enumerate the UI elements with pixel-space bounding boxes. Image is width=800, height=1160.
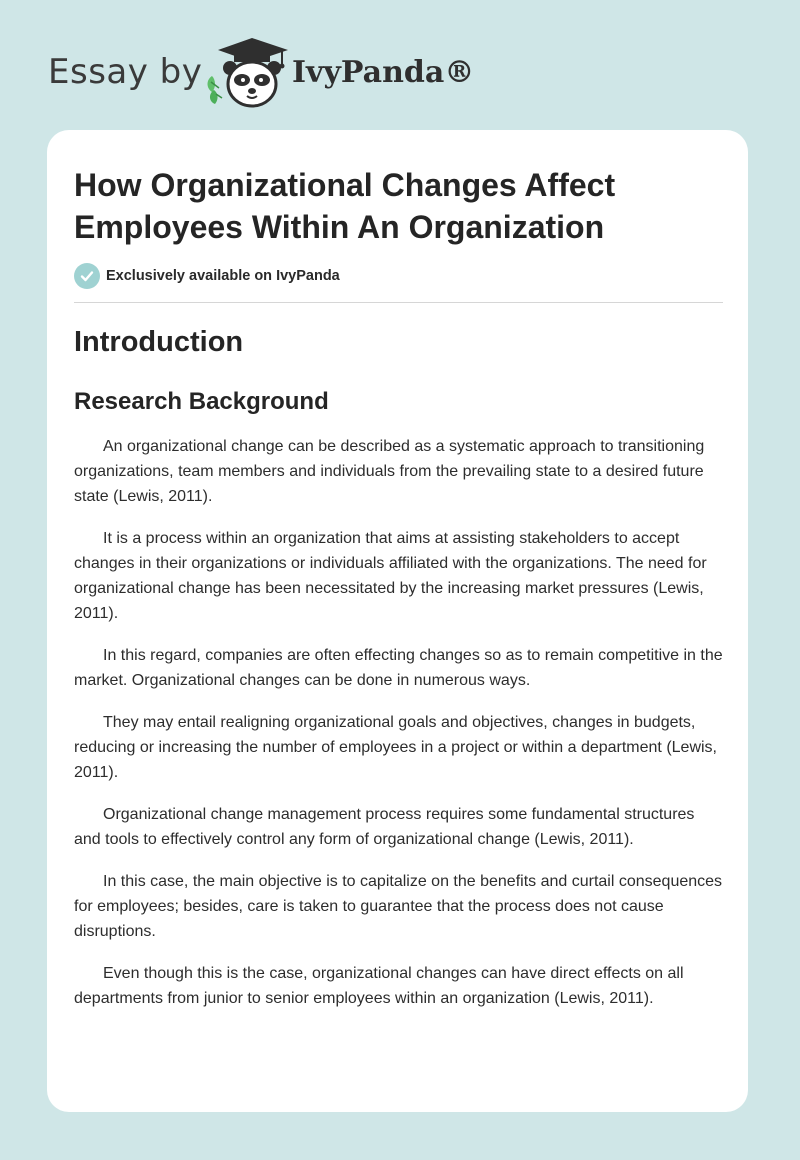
exclusive-text: Exclusively available on IvyPanda <box>106 268 340 284</box>
paragraph: They may entail realigning organizational goals and objectives, changes in budgets, reducing or increasing the number of employees in a project or within a department (Lewis, 2011). <box>74 714 717 781</box>
paragraph: It is a process within an organization that aims at assisting stakeholders to accept changes in their organizations or individuals affiliated with the organizations. The need for organizational change has been necessitated by the increasing market pressures (Lewis, 2011). <box>74 530 707 622</box>
paragraph: In this case, the main objective is to capitalize on the benefits and curtail consequences for employees; besides, care is taken to guarantee that the process does not cause disruptions. <box>74 873 723 940</box>
brand-name[interactable]: IvyPanda® <box>292 55 475 90</box>
section-heading: Introduction <box>74 326 244 358</box>
essay-title: How Organizational Changes Affect Employees Within An Organization <box>74 167 616 245</box>
exclusive-badge <box>74 262 340 290</box>
paragraph: An organizational change can be described as a systematic approach to transitioning organizations, team members and individuals from the prevailing state to a desired future state (Lewis, 2011). <box>74 438 705 505</box>
subsection-heading: Research Background <box>74 388 329 415</box>
divider <box>74 302 723 303</box>
panda-logo-icon[interactable] <box>202 36 294 110</box>
brand-prefix: Essay by <box>48 52 203 92</box>
paragraph: Organizational change management process requires some fundamental structures and tools to effectively control any form of organizational change (Lewis, 2011). <box>74 806 695 848</box>
paragraph: In this regard, companies are often effecting changes so as to remain competitive in the market. Organizational changes can be done in numerous ways. <box>74 647 723 689</box>
paragraph: Even though this is the case, organizational changes can have direct effects on all departments from junior to senior employees within an organization (Lewis, 2011). <box>74 965 684 1007</box>
essay-body <box>74 434 724 1028</box>
essay-card <box>47 130 748 1112</box>
site-header <box>0 0 800 130</box>
check-circle-icon <box>74 263 100 289</box>
